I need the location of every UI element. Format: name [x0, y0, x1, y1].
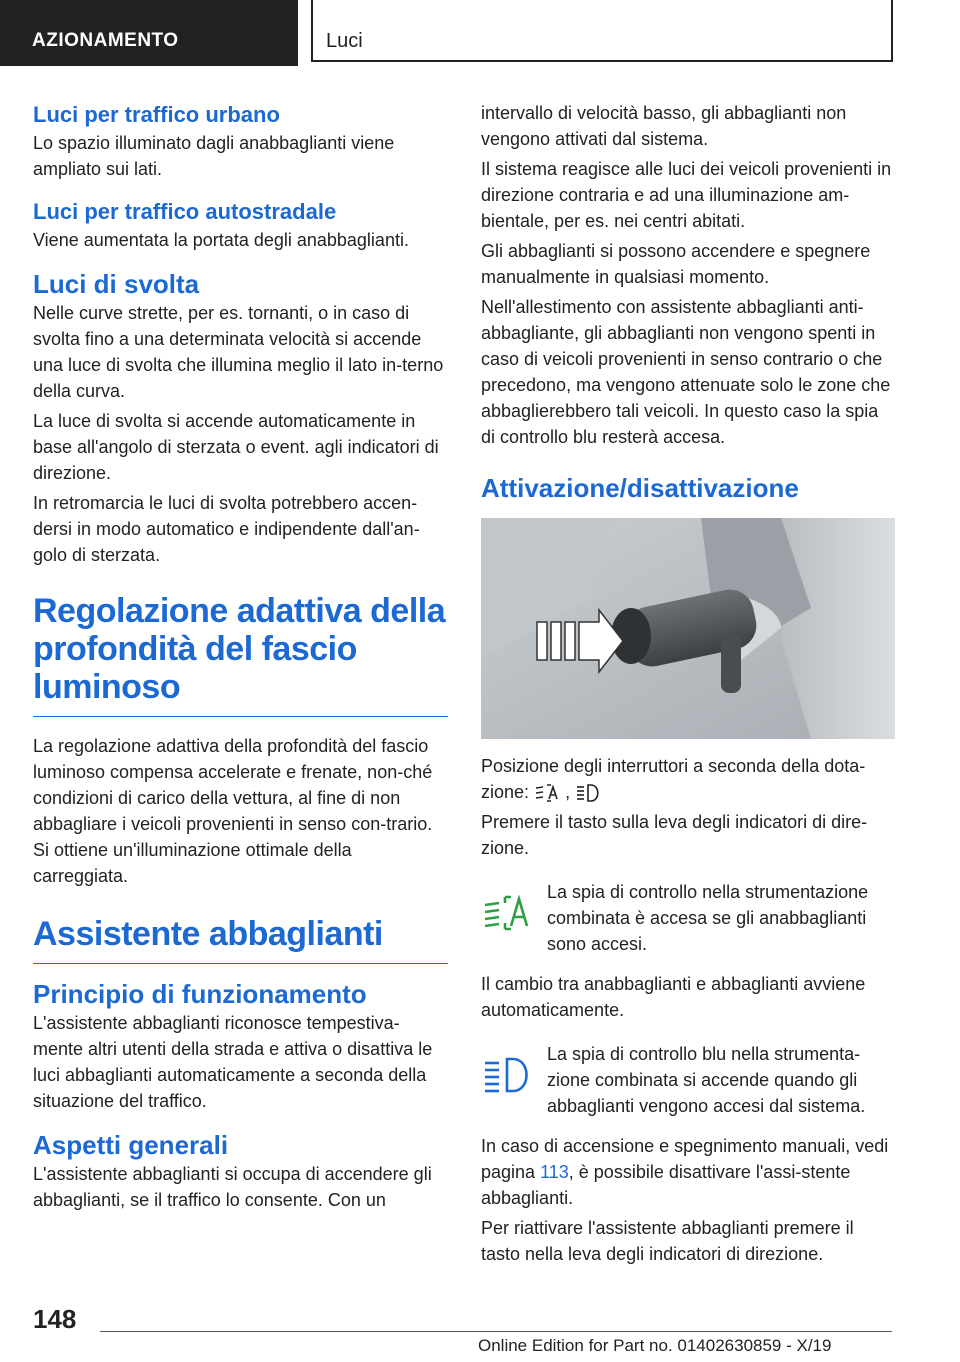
high-beam-assist-d-icon [575, 782, 601, 804]
paragraph-manual-switching [481, 1133, 896, 1211]
manual-switching-text-b: , è possibile disattivare l'assi-stente abbaglianti. [481, 1162, 851, 1208]
heading-urban-lights: Luci per traffico urbano [33, 102, 280, 127]
footer-divider [100, 1331, 892, 1332]
paragraph-continued: intervallo di velocità basso, gli abbaglianti non vengono attivati dal sistema. [481, 103, 847, 149]
page-number: 148 [33, 1304, 77, 1334]
heading-operating-principle: Principio di funzionamento [33, 979, 367, 1009]
high-beam-blue-icon [481, 1055, 533, 1095]
header-chapter-box [311, 0, 893, 62]
indicator-note-blue [481, 1041, 896, 1119]
paragraph-indicator-blue: La spia di controllo blu nella strumenta-zione combinata si accende quando gli abbaglianti vengono accesi dal sistema. [547, 1044, 866, 1116]
paragraph-operating-principle: L'assistente abbaglianti riconosce tempestiva-mente altri utenti della strada e attiva o disattiva le luci abbaglianti automaticamente a seconda della situazione del traffico. [33, 1013, 433, 1111]
heading-highway-lights: Luci per traffico autostradale [33, 199, 337, 224]
paragraph-cornering-1: Nelle curve strette, per es. tornanti, o in caso di svolta fino a una determinata velocità si accende una luce di svolta che illumina meglio il lato in-terno della curva. [33, 303, 444, 401]
header-section-tab [0, 0, 298, 66]
heading-general: Aspetti generali [33, 1130, 229, 1160]
paragraph-cornering-2: La luce di svolta si accende automaticamente in base all'angolo di sterzata o event. agli indicatori di direzione. [33, 411, 439, 483]
heading-cornering-lights: Luci di svolta [33, 269, 200, 299]
heading-high-beam-assistant: Assistente abbaglianti [33, 915, 448, 964]
header-chapter-label: Luci [326, 30, 363, 52]
paragraph-cornering-3: In retromarcia le luci di svolta potrebbero accen-dersi in modo automatico e indipendente dall'an-golo di sterzata. [33, 493, 420, 565]
paragraph-reacts: Il sistema reagisce alle luci dei veicoli provenienti in direzione contraria e ad una illuminazione am-bientale, per es. nei centri abitati. [481, 159, 892, 231]
page-reference-link[interactable]: 113 [540, 1162, 569, 1182]
paragraph-anti-dazzle: Nell'allestimento con assistente abbaglianti anti-abbagliante, gli abbaglianti non vengono spenti in caso di veicoli provenienti in senso contrario o che precedono, ma vengono attenuate solo le zone che abbaglierebbero tali veicoli. In questo caso la spia di controllo blu resterà accesa. [481, 297, 891, 447]
paragraph-press: Premere il tasto sulla leva degli indicatori di dire-zione. [481, 812, 868, 858]
high-beam-assist-green-icon [481, 893, 533, 933]
high-beam-assist-a-icon [534, 782, 560, 804]
turn-signal-lever-photo [481, 518, 895, 739]
right-column [481, 100, 896, 1267]
position-separator: , [565, 782, 571, 802]
footer-edition: Online Edition for Part no. 01402630859 - X/19 [478, 1336, 832, 1355]
header-section-label: AZIONAMENTO [32, 30, 179, 51]
paragraph-switching: Il cambio tra anabbaglianti e abbaglianti avviene automaticamente. [481, 974, 866, 1020]
heading-activation: Attivazione/disattivazione [481, 473, 799, 503]
manual-switching-text-a: In caso di accensione e spegnimento manuali, vedi pagina [481, 1136, 889, 1182]
position-text: Posizione degli interruttori a seconda della dota-zione: [481, 756, 866, 802]
indicator-note-green [481, 879, 896, 957]
paragraph-reactivate: Per riattivare l'assistente abbaglianti premere il tasto nella leva degli indicatori di direzione. [481, 1218, 854, 1264]
paragraph-position [481, 753, 896, 805]
paragraph-manual: Gli abbaglianti si possono accendere e spegnere manualmente in qualsiasi momento. [481, 241, 871, 287]
paragraph-highway-lights: Viene aumentata la portata degli anabbaglianti. [33, 230, 409, 250]
heading-adaptive-range: Regolazione adattiva della profondità del fascio luminoso [33, 592, 448, 717]
paragraph-adaptive-range: La regolazione adattiva della profondità del fascio luminoso compensa accelerate e frenate, non-ché condizioni di carico della vettura, al fine di non abbagliare i veicoli provenienti in senso con-trario. Si ottiene un'illuminazione ottimale della carreggiata. [33, 736, 433, 886]
paragraph-indicator-green: La spia di controllo nella strumentazione combinata è accesa se gli anabbaglianti sono accesi. [547, 882, 869, 954]
paragraph-urban-lights: Lo spazio illuminato dagli anabbaglianti viene ampliato sui lati. [33, 133, 395, 179]
paragraph-general: L'assistente abbaglianti si occupa di accendere gli abbaglianti, se il traffico lo consente. Con un [33, 1164, 432, 1210]
left-column [33, 100, 448, 1213]
